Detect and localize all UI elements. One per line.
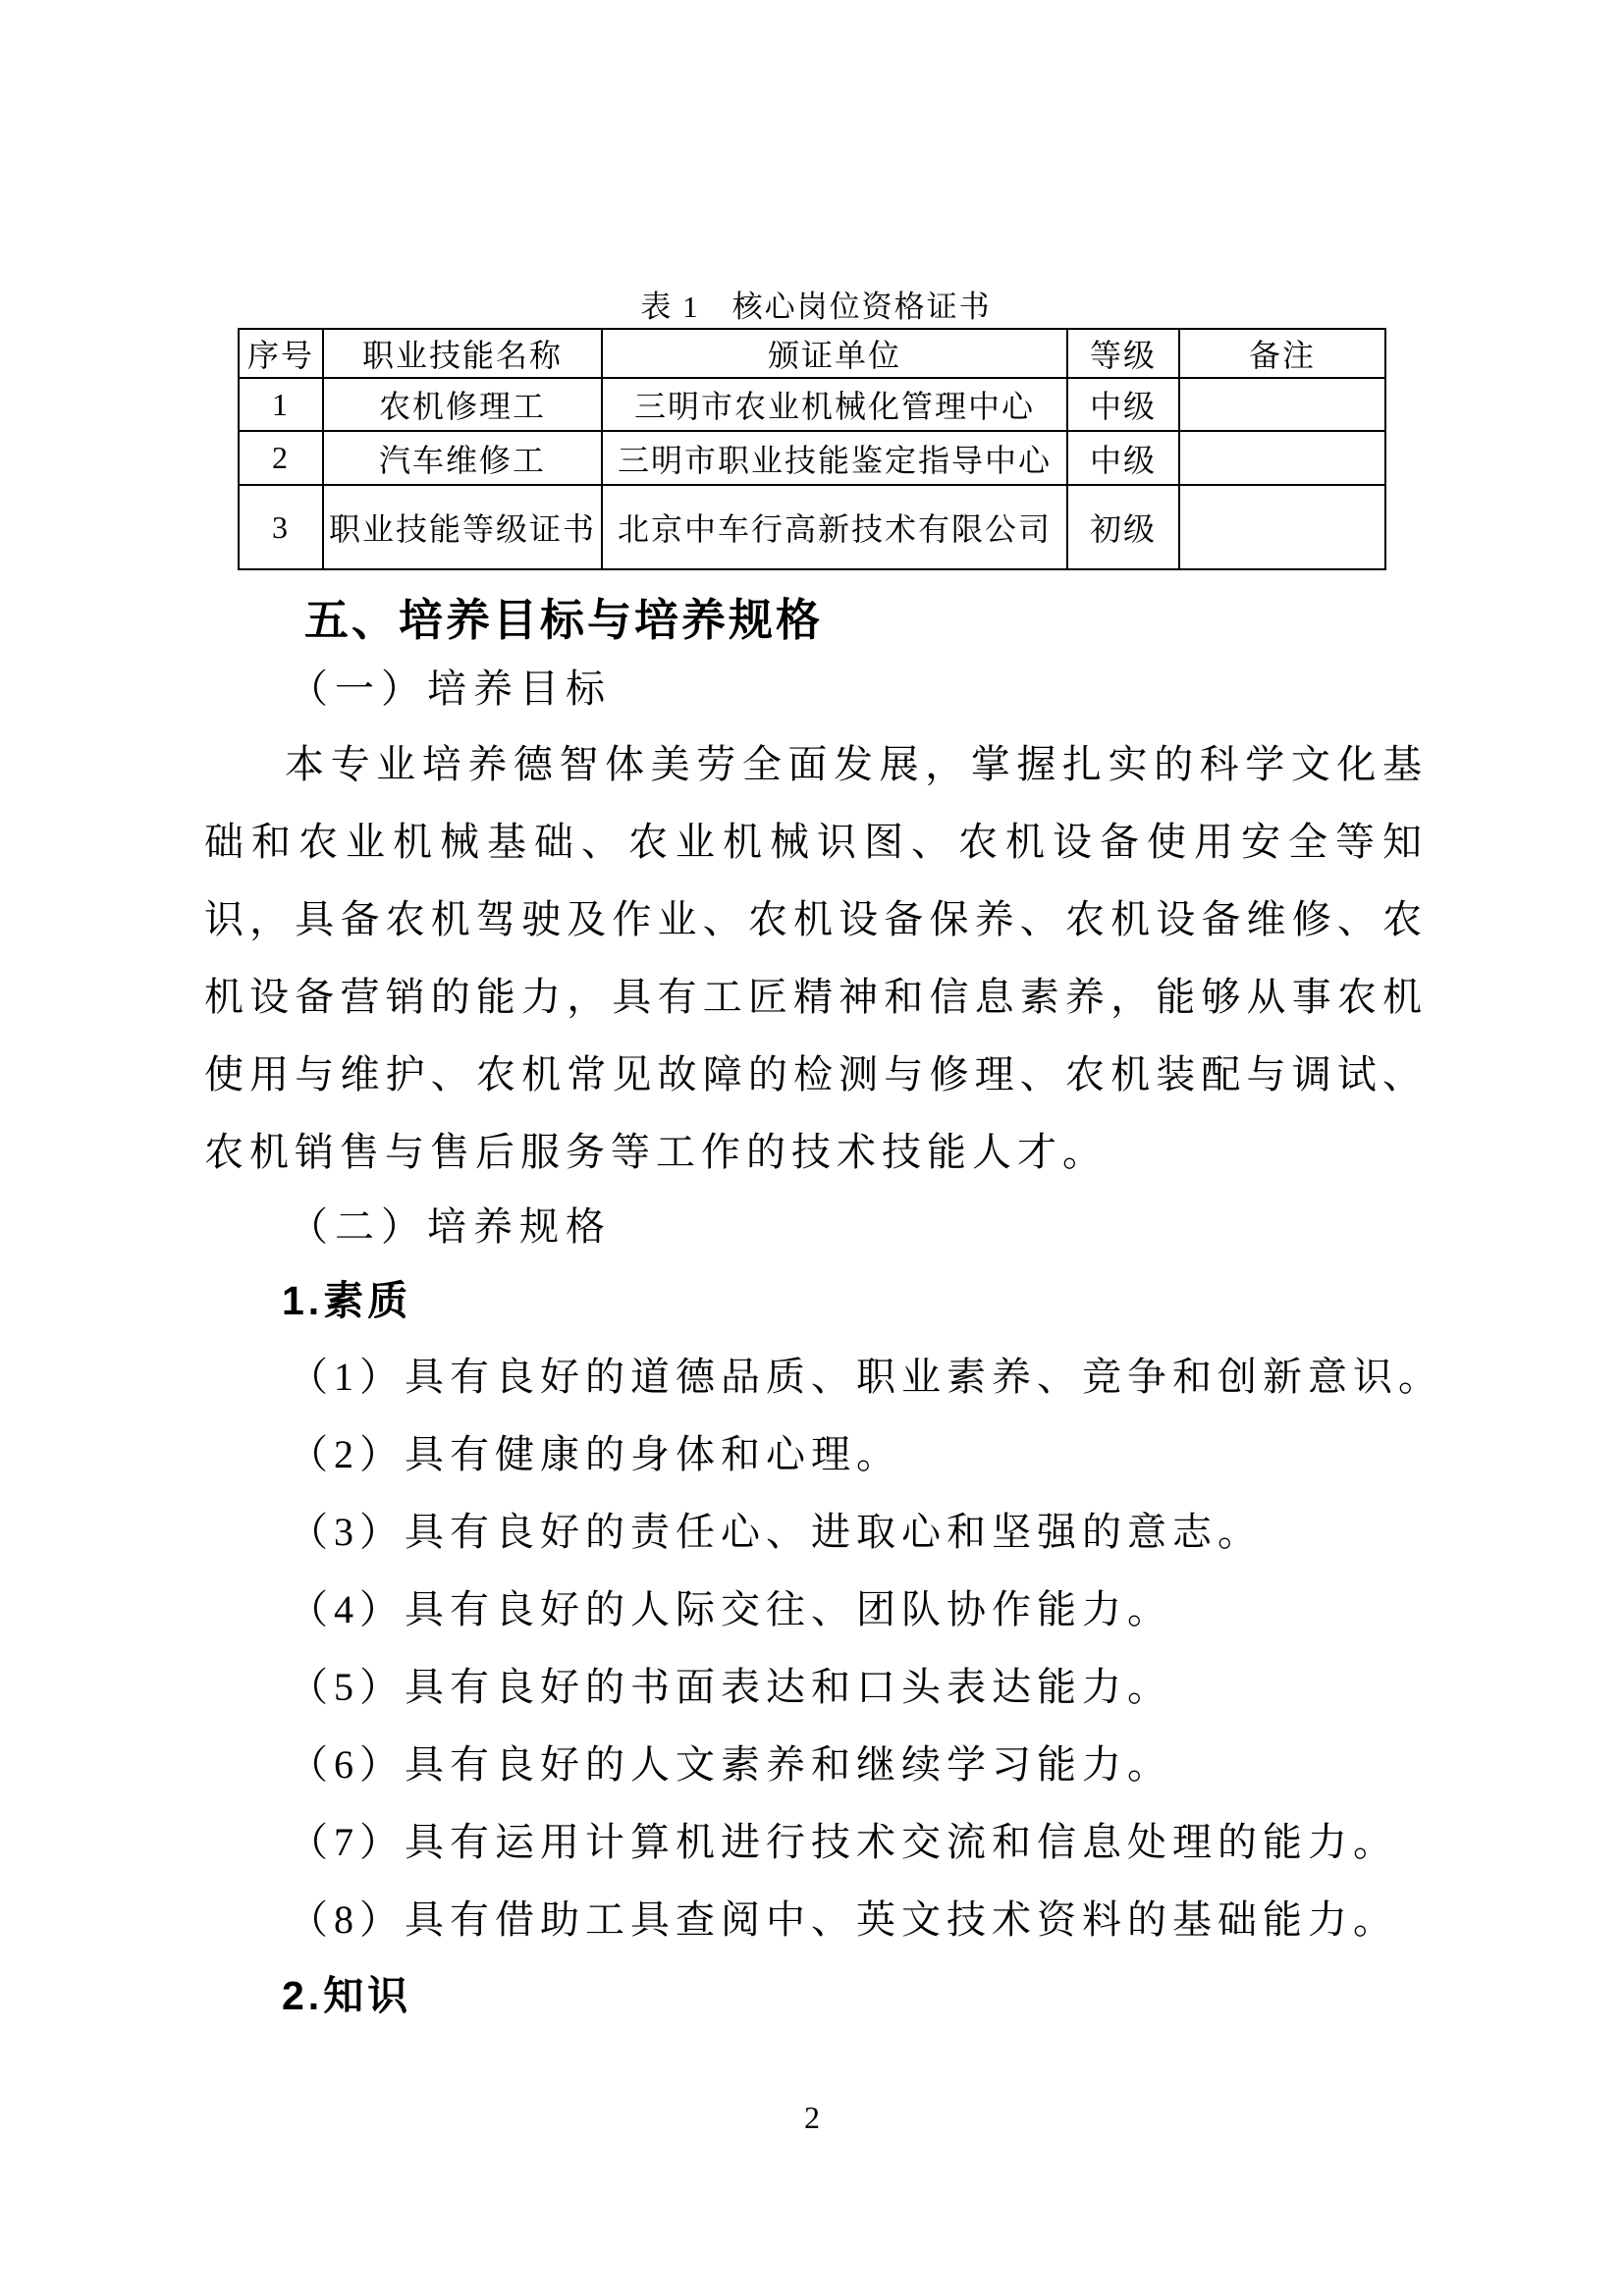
quality-item-2: （2）具有健康的身体和心理。: [289, 1432, 901, 1476]
cell-issuer: 北京中车行高新技术有限公司: [602, 485, 1067, 569]
quality-item-7: （7）具有运用计算机进行技术交流和信息处理的能力。: [289, 1820, 1398, 1864]
quality-item-8: （8）具有借助工具查阅中、英文技术资料的基础能力。: [289, 1897, 1398, 1942]
quality-item-4: （4）具有良好的人际交往、团队协作能力。: [289, 1587, 1172, 1631]
cell-no: 1: [239, 378, 323, 431]
certificate-table: [238, 328, 1386, 570]
cell-skill: 职业技能等级证书: [323, 485, 602, 569]
page-number: 2: [804, 2100, 820, 2135]
table-caption: 表 1 核心岗位资格证书: [640, 290, 992, 324]
knowledge-heading: 2.知识: [282, 1973, 412, 2018]
quality-item-6: （6）具有良好的人文素养和继续学习能力。: [289, 1742, 1172, 1787]
table-header-row: [239, 329, 1385, 378]
cell-skill: 汽车维修工: [323, 431, 602, 485]
header-cell-remark: 备注: [1179, 329, 1385, 378]
header-cell-no: 序号: [239, 329, 323, 378]
table-row: [239, 431, 1385, 485]
quality-item-3: （3）具有良好的责任心、进取心和坚强的意志。: [289, 1510, 1263, 1554]
table-row: [239, 485, 1385, 569]
cell-remark: [1179, 378, 1385, 431]
cell-issuer: 三明市农业机械化管理中心: [602, 378, 1067, 431]
table-row: [239, 378, 1385, 431]
header-cell-skill: 职业技能名称: [323, 329, 602, 378]
objective-paragraph: 本专业培养德智体美劳全面发展，掌握扎实的科学文化基础和农业机械基础、农业机械识图、农机设备使用安全等知识，具备农机驾驶及作业、农机设备保养、农机设备维修、农机设备营销的能力，具有工匠精神和信息素养，能够从事农机使用与维护、农机常见故障的检测与修理、农机装配与调试、农机销售与售后服务等工作的技术技能人才。: [204, 742, 1428, 1174]
cell-level: 中级: [1067, 431, 1179, 485]
document-content: [204, 287, 1443, 2033]
cell-remark: [1179, 485, 1385, 569]
subsection-heading-two: （二）培养规格: [289, 1204, 612, 1249]
cell-no: 3: [239, 485, 323, 569]
header-cell-level: 等级: [1067, 329, 1179, 378]
cell-level: 初级: [1067, 485, 1179, 569]
cell-issuer: 三明市职业技能鉴定指导中心: [602, 431, 1067, 485]
cell-level: 中级: [1067, 378, 1179, 431]
cell-remark: [1179, 431, 1385, 485]
cell-no: 2: [239, 431, 323, 485]
quality-heading: 1.素质: [282, 1278, 412, 1323]
cell-skill: 农机修理工: [323, 378, 602, 431]
quality-item-5: （5）具有良好的书面表达和口头表达能力。: [289, 1665, 1172, 1709]
section-heading-five: 五、培养目标与培养规格: [304, 595, 824, 645]
header-cell-issuer: 颁证单位: [602, 329, 1067, 378]
subsection-heading-one: （一）培养目标: [289, 667, 612, 711]
quality-item-1: （1）具有良好的道德品质、职业素养、竞争和创新意识。: [289, 1355, 1443, 1399]
